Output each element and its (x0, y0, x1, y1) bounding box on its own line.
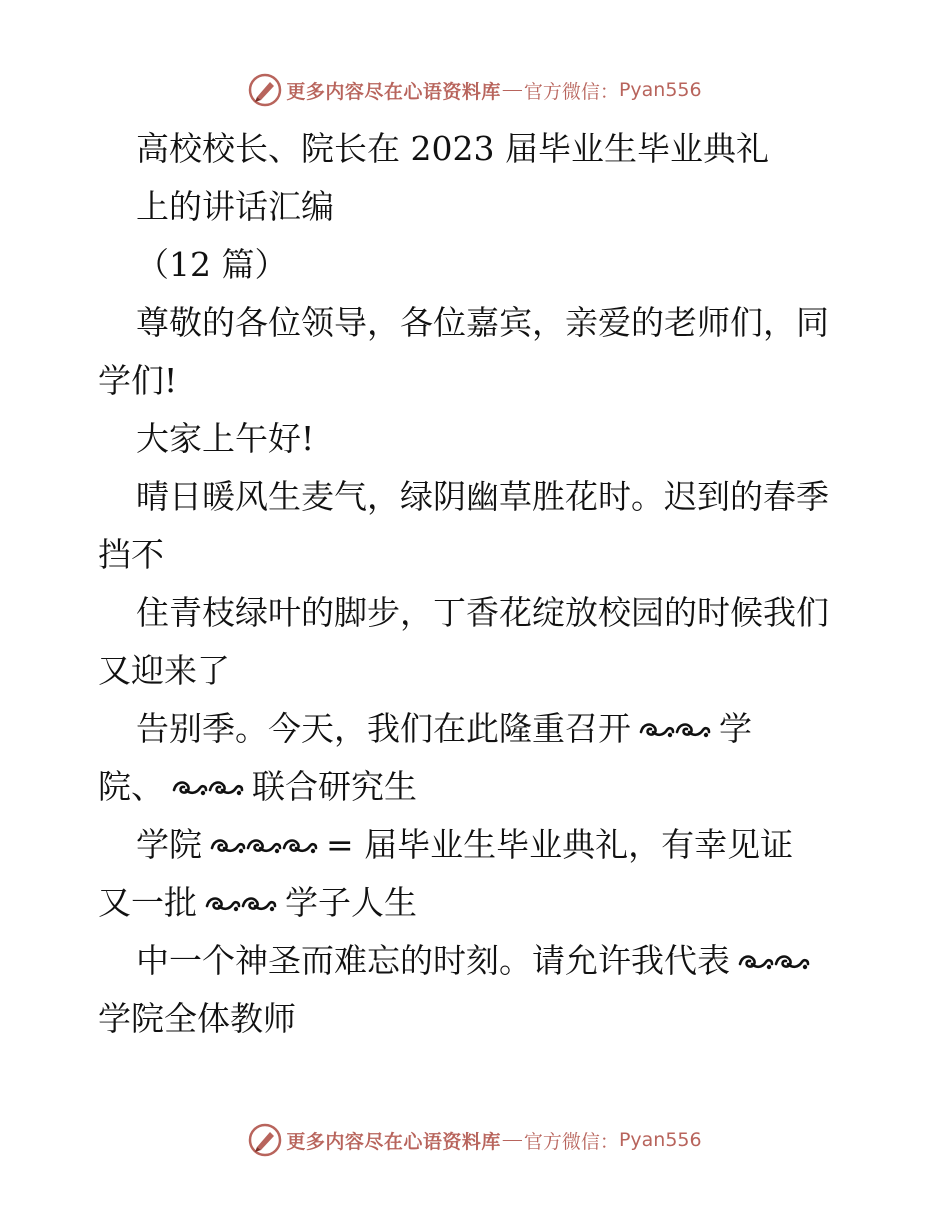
ornament-glyph-icon (210, 836, 318, 858)
watermark-label: 官方微信： (523, 1130, 619, 1153)
ornament-glyph-icon (205, 894, 277, 916)
document-body (98, 120, 858, 1048)
doc-title-line-2: 上的讲话汇编 (136, 187, 334, 226)
ornament-glyph-icon (172, 778, 244, 800)
text-segment: 学 (719, 709, 752, 748)
text-segment: 告别季。今天，我们在此隆重召开 (136, 709, 631, 748)
watermark-header (0, 70, 950, 110)
text-segment: = 届毕业生毕业典礼，有幸见证 (326, 825, 794, 864)
watermark-footer (0, 1120, 950, 1160)
paragraph-line: 住青枝绿叶的脚步，丁香花绽放校园的时候我们 (136, 593, 829, 632)
paragraph-line: 又迎来了 (98, 651, 230, 690)
paragraph-line: 挡不 (98, 535, 164, 574)
watermark-wechat-id: Pyan556 (618, 79, 702, 101)
paragraph-line (98, 874, 858, 932)
doc-title-line-1: 高校校长、院长在 2023 届毕业生毕业典礼 (136, 129, 769, 168)
text-segment: 中一个神圣而难忘的时刻。请允许我代表 (136, 941, 730, 980)
watermark-title: 更多内容尽在心语资料库 (286, 1130, 501, 1153)
paragraph-line: 学院全体教师 (98, 999, 296, 1038)
text-segment: 联合研究生 (252, 767, 417, 806)
paragraph-line: 学们! (98, 361, 178, 400)
paragraph-line (98, 816, 858, 874)
pen-logo-icon (248, 1123, 282, 1157)
text-segment: 又一批 (98, 883, 197, 922)
text-segment: 学院 (136, 825, 202, 864)
paragraph-line: 尊敬的各位领导，各位嘉宾，亲爱的老师们，同 (136, 303, 829, 342)
paragraph-line: 晴日暖风生麦气，绿阴幽草胜花时。迟到的春季 (136, 477, 829, 516)
pen-logo-icon (248, 73, 282, 107)
text-segment: 院、 (98, 767, 164, 806)
watermark-wechat-id: Pyan556 (618, 1129, 702, 1151)
watermark-dash: — (502, 79, 522, 100)
watermark-title: 更多内容尽在心语资料库 (286, 80, 501, 103)
paragraph-line (98, 700, 858, 758)
paragraph-line: 大家上午好! (136, 419, 315, 458)
paragraph-line (98, 758, 858, 816)
watermark-dash: — (502, 1129, 522, 1150)
ornament-glyph-icon (639, 720, 711, 742)
ornament-glyph-icon (738, 952, 810, 974)
watermark-label: 官方微信： (523, 80, 619, 103)
paragraph-line (98, 932, 858, 990)
text-segment: 学子人生 (285, 883, 417, 922)
doc-count: （12 篇） (136, 245, 288, 284)
